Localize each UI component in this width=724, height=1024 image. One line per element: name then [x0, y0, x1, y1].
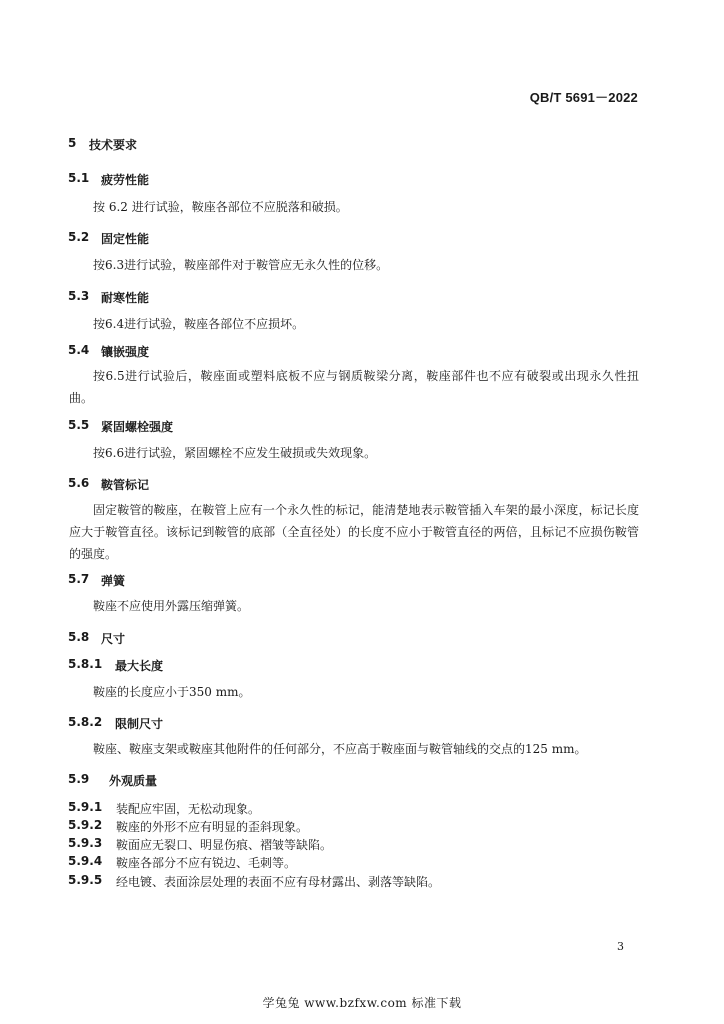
section-body-5-5: 按6.6进行试验，紧固螺栓不应发生破损或失效现象。: [93, 446, 377, 460]
section-number: 5.9: [68, 772, 90, 786]
section-number: 5.1: [68, 171, 90, 185]
section-body-5-2: 按6.3进行试验，鞍座部件对于鞍管应无永久性的位移。: [93, 258, 389, 272]
watermark-footer[interactable]: 学兔兔 www.bzfxw.com 标准下载: [262, 996, 462, 1010]
section-heading-5-6: [68, 476, 150, 492]
section-number: 5.8.2: [68, 715, 103, 729]
section-heading-5-3: [68, 289, 150, 305]
section-body-5-8-1: 鞍座的长度应小于350 mm。: [93, 685, 251, 699]
list-item: [68, 836, 333, 852]
section-heading-5-8: [68, 630, 126, 646]
section-title: 技术要求: [89, 138, 138, 152]
section-title: 弹簧: [101, 574, 126, 588]
section-heading-5-8-1: [68, 657, 164, 673]
item-text: 鞍面应无裂口、明显伤痕、褶皱等缺陷。: [116, 838, 333, 852]
section-heading-5-1: [68, 171, 150, 187]
section-body-5-7: 鞍座不应使用外露压缩弹簧。: [93, 599, 250, 613]
list-item: [68, 873, 441, 889]
section-heading-5: [68, 136, 138, 152]
section-title: 鞍管标记: [101, 478, 150, 492]
item-text: 经电镀、表面涂层处理的表面不应有母材露出、剥落等缺陷。: [116, 875, 441, 889]
section-title: 限制尺寸: [115, 717, 164, 731]
section-body-5-8-2: 鞍座、鞍座支架或鞍座其他附件的任何部分，不应高于鞍座面与鞍管轴线的交点的125 mm。: [93, 742, 587, 756]
list-item: [68, 800, 261, 816]
section-body-5-4: 按6.5进行试验后，鞍座面或塑料底板不应与钢质鞍梁分离，鞍座部件也不应有破裂或出现永久性扭曲。: [69, 369, 639, 405]
item-text: 装配应牢固，无松动现象。: [116, 802, 261, 816]
section-title: 疲劳性能: [101, 173, 150, 187]
section-number: 5.7: [68, 572, 90, 586]
item-text: 鞍座的外形不应有明显的歪斜现象。: [116, 820, 309, 834]
item-number: 5.9.1: [68, 800, 103, 814]
list-item: [68, 818, 309, 834]
section-number: 5.4: [68, 343, 90, 357]
section-title: 镶嵌强度: [101, 345, 150, 359]
section-title: 固定性能: [101, 232, 150, 246]
page-number: 3: [617, 940, 624, 953]
section-heading-5-8-2: [68, 715, 164, 731]
section-number: 5.5: [68, 418, 90, 432]
section-body-5-1: 按 6.2 进行试验，鞍座各部位不应脱落和破损。: [93, 200, 348, 214]
item-number: 5.9.3: [68, 836, 103, 850]
section-title: 耐寒性能: [101, 291, 150, 305]
section-heading-5-2: [68, 230, 150, 246]
section-number: 5.6: [68, 476, 90, 490]
item-number: 5.9.5: [68, 873, 103, 887]
section-heading-5-5: [68, 418, 174, 434]
section-heading-5-9: [68, 772, 158, 788]
document-code: QB/T 5691－2022: [529, 90, 638, 105]
section-body-5-3: 按6.4进行试验，鞍座各部位不应损坏。: [93, 317, 305, 331]
section-body-5-6: 固定鞍管的鞍座，在鞍管上应有一个永久性的标记，能清楚地表示鞍管插入车架的最小深度，标记长度应大于鞍管直径。该标记到鞍管的底部（全直径处）的长度不应小于鞍管直径的两倍，且标记不应损伤鞍管的强度。: [69, 503, 639, 561]
section-number: 5.8.1: [68, 657, 103, 671]
section-number: 5.3: [68, 289, 90, 303]
section-title: 最大长度: [115, 659, 164, 673]
section-title: 尺寸: [101, 632, 126, 646]
section-number: 5: [68, 136, 77, 150]
list-item: [68, 854, 297, 870]
section-number: 5.8: [68, 630, 90, 644]
item-number: 5.9.2: [68, 818, 103, 832]
section-title: 紧固螺栓强度: [101, 420, 174, 434]
section-number: 5.2: [68, 230, 90, 244]
section-heading-5-4: [68, 343, 150, 359]
item-number: 5.9.4: [68, 854, 103, 868]
section-heading-5-7: [68, 572, 126, 588]
section-title: 外观质量: [109, 774, 158, 788]
item-text: 鞍座各部分不应有锐边、毛刺等。: [116, 856, 297, 870]
